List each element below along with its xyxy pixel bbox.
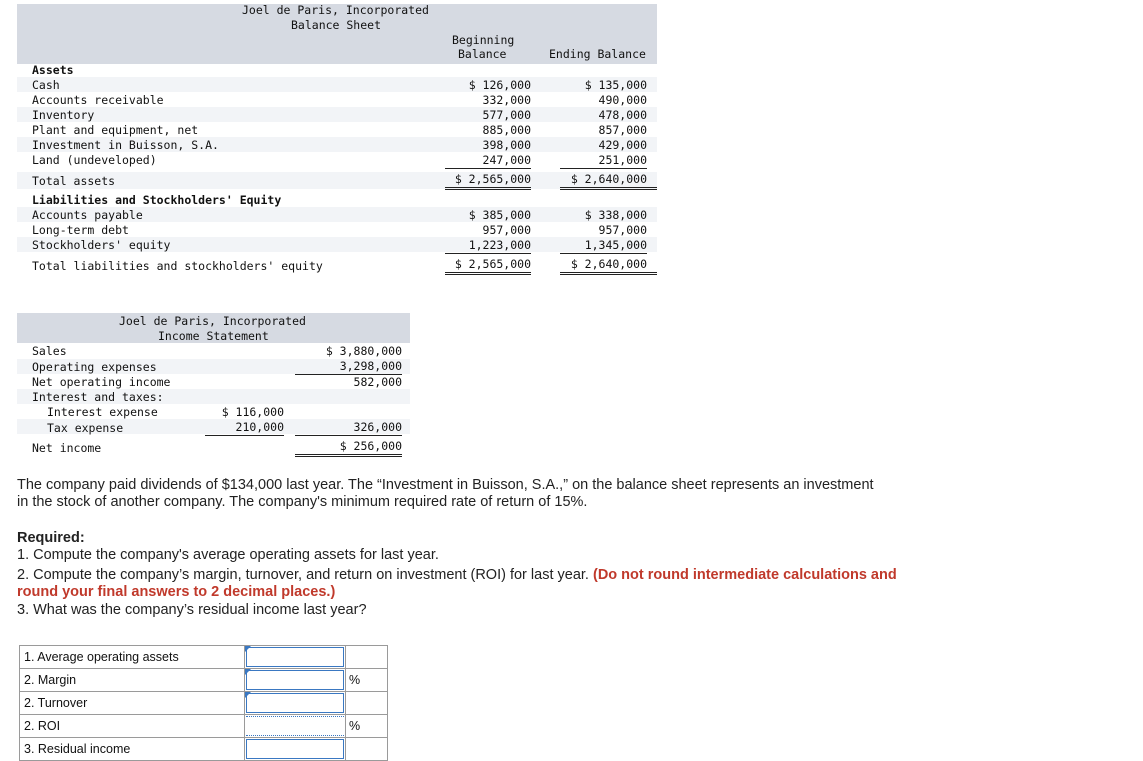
asset-label: Investment in Buisson, S.A. xyxy=(32,138,219,152)
answer-unit xyxy=(346,646,388,669)
residual-income-input[interactable] xyxy=(246,739,344,759)
question-3: 3. What was the company’s residual income last year? xyxy=(17,602,367,618)
asset-beginning: $ 126,000 xyxy=(468,78,531,92)
liabilities-heading: Liabilities and Stockholders' Equity xyxy=(32,193,282,207)
noi-label: Net operating income xyxy=(32,375,171,389)
turnover-input-cell[interactable] xyxy=(245,692,346,715)
tax-label: Tax expense xyxy=(47,421,124,435)
answer-unit xyxy=(346,692,388,715)
asset-ending: 857,000 xyxy=(598,123,647,137)
answer-row xyxy=(20,646,388,669)
income-statement-company: Joel de Paris, Incorporated xyxy=(119,314,306,328)
answer-label: 2. Margin xyxy=(20,669,245,692)
liability-ending: $ 338,000 xyxy=(584,208,647,222)
rounding-instruction: (Do not round intermediate calculations and xyxy=(592,567,897,583)
interest-taxes-heading: Interest and taxes: xyxy=(32,390,164,404)
answer-row xyxy=(20,669,388,692)
question-2 xyxy=(17,567,897,584)
interest-value: $ 116,000 xyxy=(221,405,284,419)
liability-beginning: 957,000 xyxy=(482,223,531,237)
question-1: 1. Compute the company's average operating assets for last year. xyxy=(17,547,439,563)
answer-unit xyxy=(346,738,388,761)
asset-ending: 490,000 xyxy=(598,93,647,107)
asset-ending: 478,000 xyxy=(598,108,647,122)
sales-label: Sales xyxy=(32,344,67,358)
net-income-label: Net income xyxy=(32,441,102,455)
sales-value: $ 3,880,000 xyxy=(325,344,402,358)
roi-input[interactable] xyxy=(246,716,344,736)
asset-beginning: 577,000 xyxy=(482,108,531,122)
liability-label: Stockholders' equity xyxy=(32,238,171,252)
answer-unit: % xyxy=(346,669,388,692)
opex-value: 3,298,000 xyxy=(295,359,402,375)
dividend-paragraph-line1: The company paid dividends of $134,000 last year. The “Investment in Buisson, S.A.,” on the balance sheet represents an investment xyxy=(17,477,874,493)
assets-heading: Assets xyxy=(32,63,74,77)
asset-beginning: 247,000 xyxy=(445,153,531,169)
liability-beginning: 1,223,000 xyxy=(445,238,531,254)
total-liabilities-label: Total liabilities and stockholders' equity xyxy=(32,259,323,273)
required-heading: Required: xyxy=(17,530,85,546)
asset-beginning: 885,000 xyxy=(482,123,531,137)
answer-table xyxy=(19,645,388,761)
input-marker-icon xyxy=(245,692,251,698)
answer-row xyxy=(20,692,388,715)
net-income-value: $ 256,000 xyxy=(295,439,402,457)
noi-value: 582,000 xyxy=(353,375,402,389)
average-operating-assets-input-cell[interactable] xyxy=(245,646,346,669)
total-liabilities-ending-wrap xyxy=(560,257,657,275)
interest-label: Interest expense xyxy=(47,405,158,419)
answer-label: 2. Turnover xyxy=(20,692,245,715)
asset-beginning: 332,000 xyxy=(482,93,531,107)
residual-income-input-cell[interactable] xyxy=(245,738,346,761)
total-assets-ending: $ 2,640,000 xyxy=(570,172,647,186)
asset-beginning: 398,000 xyxy=(482,138,531,152)
asset-label: Cash xyxy=(32,78,60,92)
answer-unit: % xyxy=(346,715,388,738)
total-assets-label: Total assets xyxy=(32,174,116,188)
col-beginning-header-2: Balance xyxy=(458,47,507,61)
rounding-instruction-cont: round your final answers to 2 decimal places.) xyxy=(17,584,336,600)
col-beginning-header: Beginning xyxy=(452,33,515,47)
liability-label: Long-term debt xyxy=(32,223,129,237)
total-assets-ending-wrap xyxy=(560,172,657,190)
answer-row xyxy=(20,738,388,761)
total-liabilities-beginning: $ 2,565,000 xyxy=(445,257,531,275)
input-marker-icon xyxy=(245,669,251,675)
total-assets-beginning: $ 2,565,000 xyxy=(445,172,531,190)
interest-tax-total: 326,000 xyxy=(295,420,402,436)
input-marker-icon xyxy=(245,646,251,652)
col-ending-header: Ending Balance xyxy=(549,47,646,61)
asset-label: Plant and equipment, net xyxy=(32,123,199,137)
turnover-input[interactable] xyxy=(246,693,344,713)
asset-ending: 251,000 xyxy=(560,153,647,169)
total-liabilities-ending: $ 2,640,000 xyxy=(570,257,647,271)
liability-label: Accounts payable xyxy=(32,208,143,222)
question-2-text: 2. Compute the company’s margin, turnover, and return on investment (ROI) for last year. xyxy=(17,567,589,583)
tax-value: 210,000 xyxy=(205,420,284,436)
liability-ending: 1,345,000 xyxy=(560,238,647,254)
balance-sheet-title: Balance Sheet xyxy=(291,18,382,32)
asset-ending: 429,000 xyxy=(598,138,647,152)
opex-label: Operating expenses xyxy=(32,360,157,374)
balance-sheet-company: Joel de Paris, Incorporated xyxy=(242,3,429,17)
asset-label: Accounts receivable xyxy=(32,93,164,107)
income-statement-title: Income Statement xyxy=(158,329,269,343)
margin-input-cell[interactable] xyxy=(245,669,346,692)
asset-ending: $ 135,000 xyxy=(584,78,647,92)
dividend-paragraph-line2: in the stock of another company. The company's minimum required rate of return of 15%. xyxy=(17,494,588,510)
asset-label: Land (undeveloped) xyxy=(32,153,157,167)
liability-beginning: $ 385,000 xyxy=(468,208,531,222)
answer-row xyxy=(20,715,388,738)
average-operating-assets-input[interactable] xyxy=(246,647,344,667)
answer-label: 3. Residual income xyxy=(20,738,245,761)
margin-input[interactable] xyxy=(246,670,344,690)
answer-label: 1. Average operating assets xyxy=(20,646,245,669)
asset-label: Inventory xyxy=(32,108,95,122)
answer-label: 2. ROI xyxy=(20,715,245,738)
roi-input-cell[interactable] xyxy=(245,715,346,738)
liability-ending: 957,000 xyxy=(598,223,647,237)
